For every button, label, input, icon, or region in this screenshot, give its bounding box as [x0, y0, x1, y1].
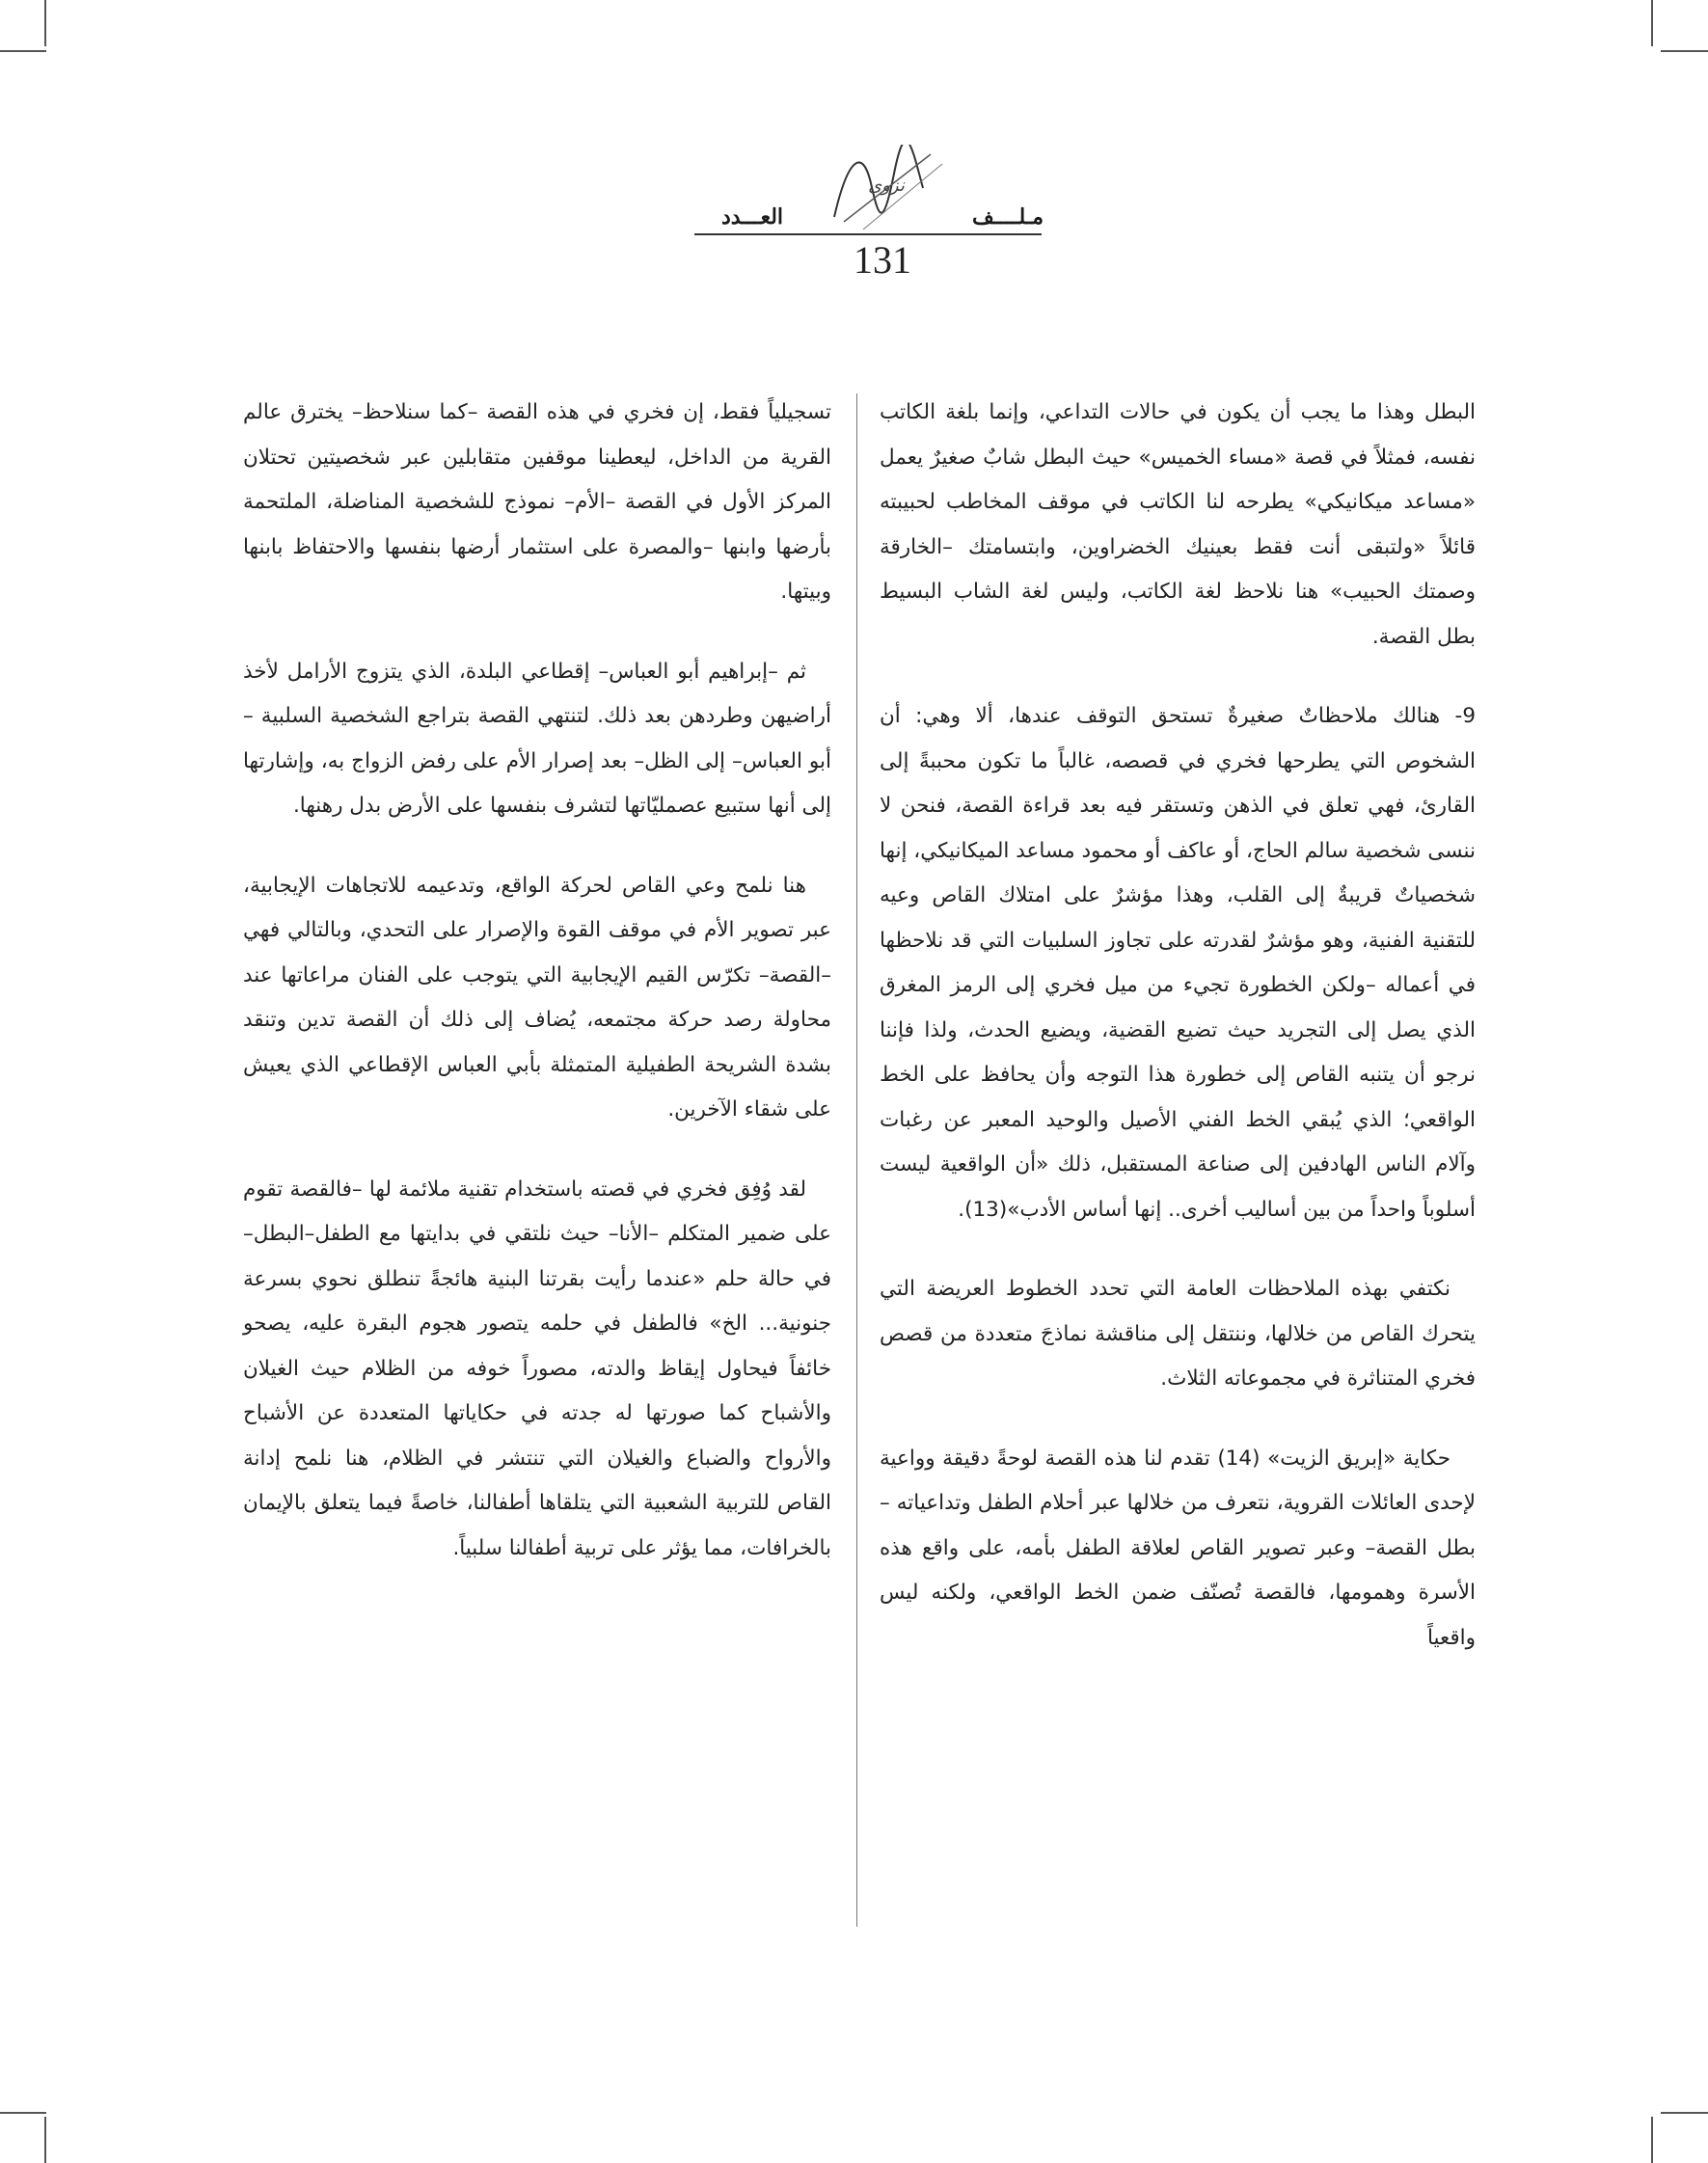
crop-mark	[1661, 2112, 1708, 2114]
column-divider	[856, 393, 857, 1927]
crop-mark	[0, 50, 46, 52]
paragraph: البطل وهذا ما يجب أن يكون في حالات التداعي، وإنما بلغة الكاتب نفسه، فمثلاً في قصة «مساء الخميس» حيث البطل شابٌ صغيرٌ يعمل «مساعد ميكانيكي» يطرحه لنا الكاتب في موقف المخاطب لحبيبته قائلاً «ولتبقى أنت فقط بعينيك الخضراوين، وابتسامتك –الخارقة وصمتك الحبيب» هنا نلاحظ لغة الكاتب، وليس لغة الشاب البسيط بطل القصة.	[880, 400, 1476, 649]
paragraph: تسجيلياً فقط، إن فخري في هذه القصة –كما سنلاحظ– يخترق عالم القرية من الداخل، ليعطينا موقفين متقابلين عبر شخصيتين تحتلان المركز الأول في القصة –الأم– نموذج للشخصية المناضلة، الملتحمة بأرضها وابنها –والمصرة على استثمار أرضها بنفسها والاحتفاظ بابنها وبيتها.	[243, 400, 831, 604]
crop-mark	[44, 0, 46, 46]
crop-mark	[1661, 50, 1708, 52]
paragraph: لقد وُفِق فخري في قصته باستخدام تقنية ملائمة لها –فالقصة تقوم على ضمير المتكلم –الأنا– حيث نلتقي في بدايتها مع الطفل–البطل– في حالة حلم «عندما رأيت بقرتنا البنية هائجةً تنطلق نحوي بسرعة جنونية... الخ» فالطفل في حلمه يتصور هجوم البقرة عليه، يصحو خائفاً فيحاول إيقاظ والدته، مصوراً خوفه من الظلام حيث الغيلان والأشباح كما صورتها له جدته في حكاياتها المتعددة عن الأشباح والأرواح والضباع والغيلان التي تنتشر في الظلام، هنا نلمح إدانة القاص للتربية الشعبية التي يتلقاها أطفالنا، خاصةً فيما يتعلق بالإيمان بالخرافات، مما يؤثر على تربية أطفالنا سلبياً.	[243, 1176, 831, 1560]
right-column	[880, 391, 1476, 1695]
issue-label: العـــدد	[720, 204, 784, 230]
crop-mark	[0, 2112, 46, 2114]
magazine-logo	[815, 145, 950, 236]
paragraph: نكتفي بهذه الملاحظات العامة التي تحدد الخطوط العريضة التي يتحرك القاص من خلالها، وننتقل إلى مناقشة نماذجَ متعددة من قصص فخري المتناثرة في مجموعاته الثلاث.	[880, 1277, 1476, 1391]
header-rule	[694, 233, 1042, 235]
paragraph: ثم –إبراهيم أبو العباس– إقطاعي البلدة، الذي يتزوج الأرامل لأخذ أراضيهن وطردهن بعد ذلك. لتنتهي القصة بتراجع الشخصية السلبية –أبو العباس– إلى الظل– بعد إصرار الأم على رفض الزواج به، وإشارتها إلى أنها ستبيع عصمليّاتها لتشرف بنفسها على الأرض بدل رهنها.	[243, 659, 831, 818]
crop-mark	[1651, 2117, 1653, 2163]
paragraph: هنا نلمح وعي القاص لحركة الواقع، وتدعيمه للاتجاهات الإيجابية، عبر تصوير الأم في موقف القوة والإصرار على التحدي، وبالتالي فهي –القصة– تكرّس القيم الإيجابية التي يتوجب على الفنان مراعاتها عند محاولة رصد حركة مجتمعه، يُضاف إلى ذلك أن القصة تدين وتنقد بشدة الشريحة الطفيلية المتمثلة بأبي العباس الإقطاعي الذي يعيش على شقاء الآخرين.	[243, 873, 831, 1122]
section-label: مـلــــف	[971, 204, 1044, 230]
paragraph: 9- هنالك ملاحظاتٌ صغيرةٌ تستحق التوقف عندها، ألا وهي: أن الشخوص التي يطرحها فخري في قصصه، غالباً ما تكون محببةً إلى القارئ، فهي تعلق في الذهن وتستقر فيه بعد قراءة القصة، فنحن لا ننسى شخصية سالم الحاج، أو عاكف أو محمود مساعد الميكانيكي، إنها شخصياتٌ قريبةٌ إلى القلب، وهذا مؤشرٌ على امتلاك القاص وعيه للتقنية الفنية، وهو مؤشرٌ لقدرته على تجاوز السلبيات التي قد نلاحظها في أعماله –ولكن الخطورة تجيء من ميل فخري إلى الرمز المغرق الذي يصل إلى التجريد حيث تضيع القضية، ويضيع الحدث، ولذا فإننا نرجو أن يتنبه القاص إلى خطورة هذا التوجه وأن يحافظ على الخط الواقعي؛ الذي يُبقي الخط الفني الأصيل والوحيد المعبر عن رغبات وآلام الناس الهادفين إلى صناعة المستقبل، ذلك «أن الواقعية ليست أسلوباً واحداً من بين أساليب أخرى.. إنها أساس الأدب»(13).	[880, 704, 1476, 1222]
logo-text: نزوى	[868, 176, 905, 196]
crop-mark	[1651, 0, 1653, 46]
page-number: 131	[854, 238, 911, 282]
paragraph: حكاية «إبريق الزيت» (14) تقدم لنا هذه القصة لوحةً دقيقة وواعية لإحدى العائلات القروية، نتعرف من خلالها عبر أحلام الطفل وتداعياته –بطل القصة– وعبر تصوير القاص لعلاقة الطفل بأمه، على واقع هذه الأسرة وهمومها، فالقصة تُصنّف ضمن الخط الواقعي، ولكنه ليس واقعياً	[880, 1446, 1476, 1650]
page-header	[598, 145, 1119, 280]
crop-mark	[44, 2117, 46, 2163]
left-column	[243, 391, 831, 1606]
